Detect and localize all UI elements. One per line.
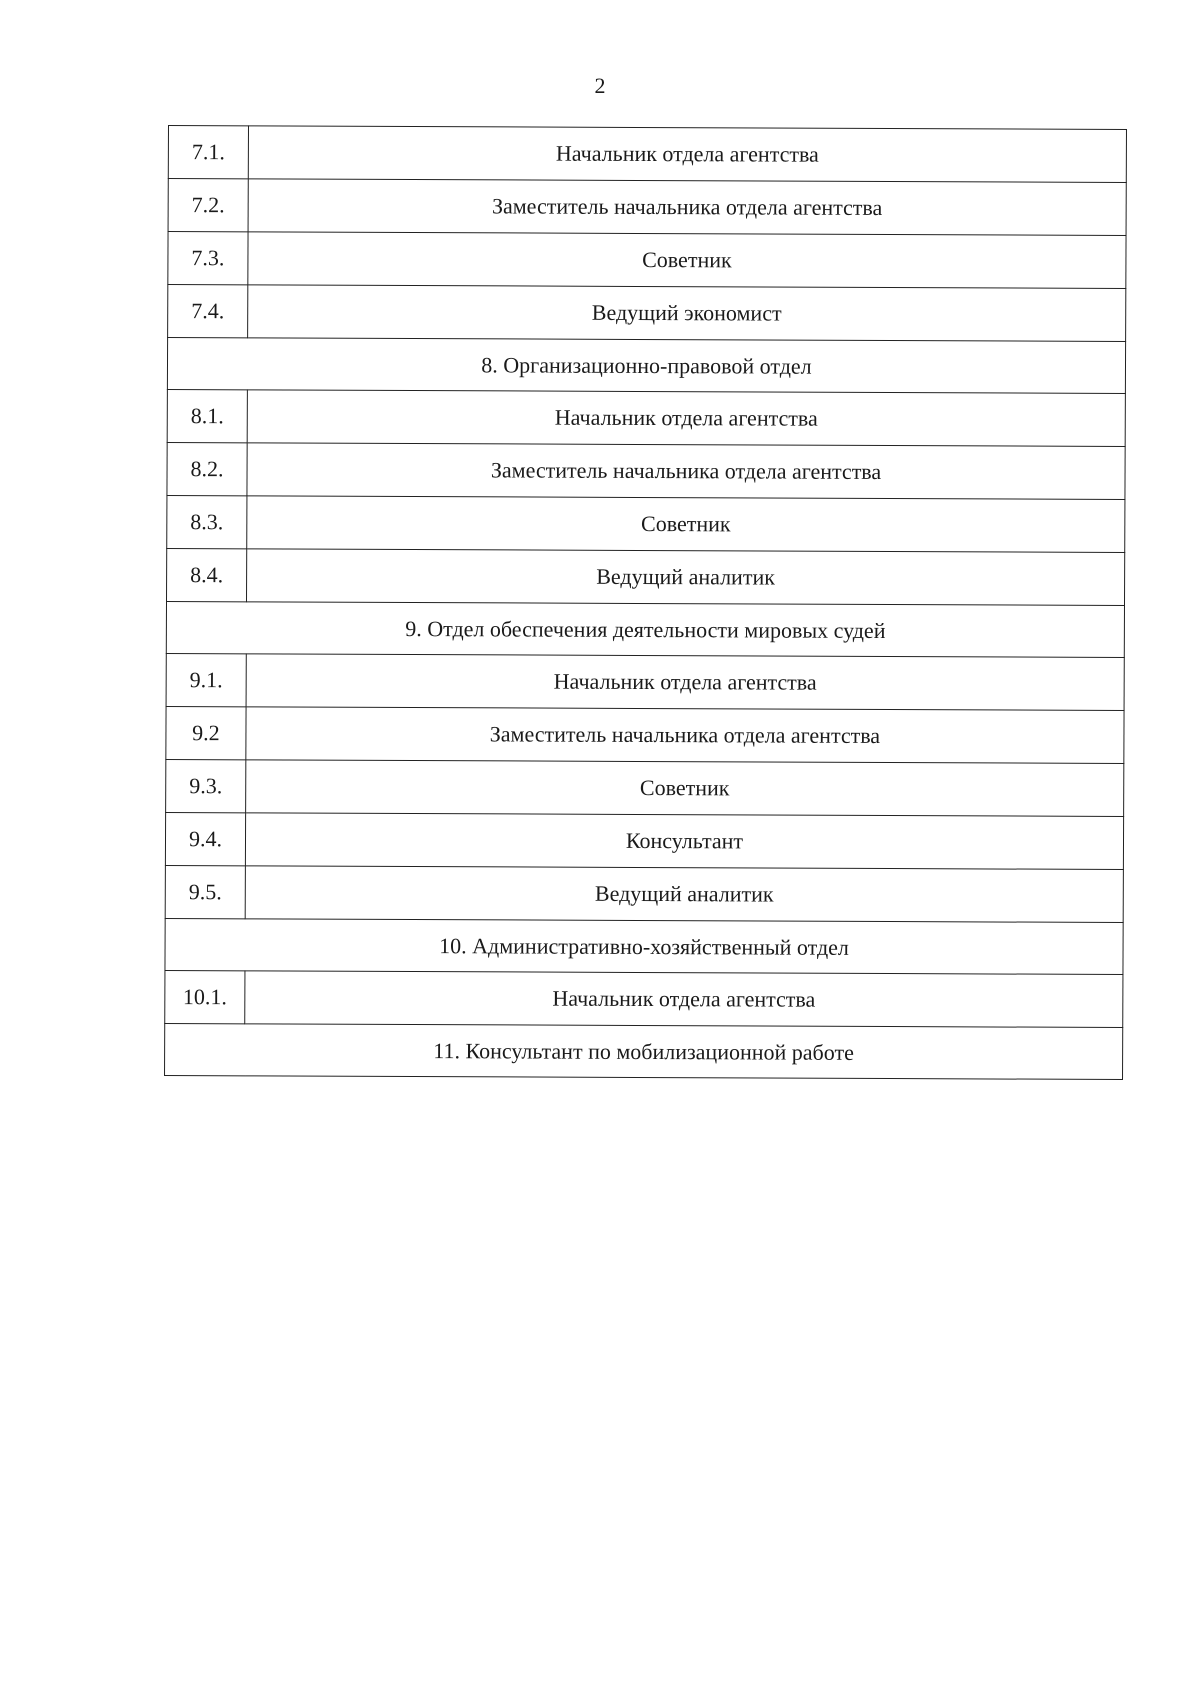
table-row: [168, 179, 1126, 236]
position-title: Начальник отдела агентства: [247, 390, 1125, 447]
section-title: 10. Административно-хозяйственный отдел: [165, 918, 1123, 974]
position-number: 9.5.: [165, 865, 245, 918]
table-row: [168, 126, 1126, 183]
position-number: 9.3.: [166, 759, 246, 812]
position-title: Начальник отдела агентства: [245, 971, 1123, 1028]
position-title: Заместитель начальника отдела агентства: [246, 707, 1124, 764]
position-number: 10.1.: [165, 970, 245, 1023]
position-number: 8.2.: [167, 442, 247, 495]
table-body: [165, 126, 1127, 1080]
table-row: [166, 653, 1124, 710]
table-row: [167, 548, 1125, 605]
table-row: [167, 495, 1125, 552]
position-number: 9.2: [166, 706, 246, 759]
staff-positions-table: [164, 125, 1127, 1080]
position-number: 8.4.: [167, 548, 247, 601]
position-title: Начальник отдела агентства: [246, 654, 1124, 711]
table-row: [166, 759, 1124, 816]
position-title: Заместитель начальника отдела агентства: [247, 443, 1125, 500]
position-number: 8.1.: [167, 389, 247, 442]
position-title: Консультант: [245, 813, 1123, 870]
position-title: Советник: [246, 760, 1124, 817]
position-title: Ведущий экономист: [248, 285, 1126, 342]
section-title: 11. Консультант по мобилизационной работе: [165, 1023, 1123, 1079]
page-number: 2: [594, 73, 606, 98]
position-number: 7.1.: [168, 126, 248, 179]
position-title: Ведущий аналитик: [245, 866, 1123, 923]
table-row: [168, 285, 1126, 342]
position-number: 8.3.: [167, 495, 247, 548]
position-number: 7.4.: [168, 285, 248, 338]
table-row: [168, 232, 1126, 289]
table-row: [167, 389, 1125, 446]
section-header-row: [166, 601, 1124, 657]
section-title: 8. Организационно-правовой отдел: [167, 338, 1125, 394]
section-header-row: [165, 918, 1123, 974]
position-title: Советник: [247, 496, 1125, 553]
position-number: 7.2.: [168, 179, 248, 232]
section-header-row: [167, 338, 1125, 394]
table-row: [165, 865, 1123, 922]
position-number: 9.1.: [166, 653, 246, 706]
table-row: [165, 970, 1123, 1027]
position-title: Советник: [248, 232, 1126, 289]
position-number: 7.3.: [168, 232, 248, 285]
table-row: [165, 812, 1123, 869]
position-number: 9.4.: [165, 812, 245, 865]
table-row: [166, 706, 1124, 763]
position-title: Начальник отдела агентства: [248, 126, 1126, 183]
position-title: Заместитель начальника отдела агентства: [248, 179, 1126, 236]
table-row: [167, 442, 1125, 499]
position-title: Ведущий аналитик: [247, 549, 1125, 606]
section-title: 9. Отдел обеспечения деятельности мировых судей: [166, 601, 1124, 657]
section-header-row: [165, 1023, 1123, 1079]
